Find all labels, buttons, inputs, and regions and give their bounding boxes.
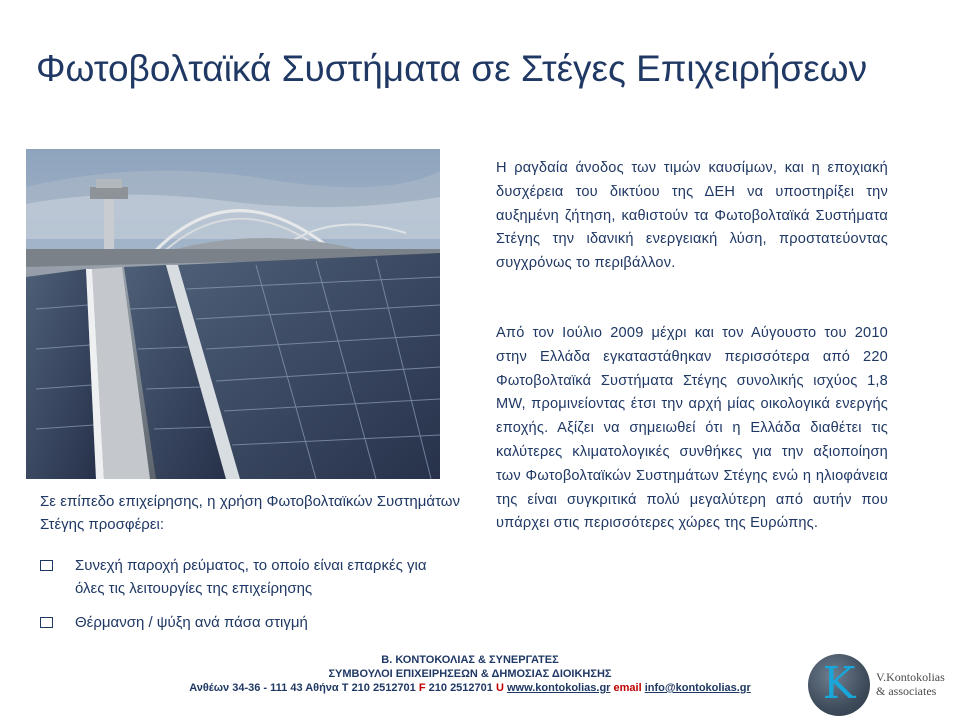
footer-tel-label: T [341, 682, 349, 694]
benefit-list-item [40, 611, 460, 634]
slide-title: Φωτοβολταϊκά Συστήματα σε Στέγες Επιχειρήσεων [36, 48, 868, 89]
footer-tagline: ΣΥΜΒΟΥΛΟΙ ΕΠΙΧΕΙΡΗΣΕΩΝ & ΔΗΜΟΣΙΑΣ ΔΙΟΙΚΗΣΗΣ [328, 668, 612, 680]
footer-address: Ανθέων 34-36 - 111 43 Αθήνα [189, 682, 339, 694]
paragraph-greece-installations: Από τον Ιούλιο 2009 μέχρι και τον Αύγουστο του 2010 στην Ελλάδα εγκαταστάθηκαν περισσότερα από 220 Φωτοβολταϊκά Συστήματα Στέγης συνολικής ισχύος 1,8 MW, προμινείοντας έτσι την αρχή μίας οικολογικά ενεργής εποχής. Αξίζει να σημειωθεί ότι η Ελλάδα διαθέτει τις καλύτερες κλιματολογικές συνθήκες για την αξιοποίηση των Φωτοβολταϊκών Συστημάτων Στέγης ενώ η ηλιοφάνεια της είναι συγκριτικά πολύ μεγαλύτερη από αυτήν που υπάρχει στις περισσότερες χώρες της Ευρώπης. [496, 325, 888, 532]
logo-subtitle: & associates [876, 684, 937, 698]
photo-airport-roof-solar-panels [26, 149, 440, 479]
logo-name: V.Kontokolias [876, 670, 945, 684]
footer-fax-label: F [418, 682, 426, 694]
footer-contact [160, 654, 780, 694]
benefit-text: Συνεχή παροχή ρεύματος, το οποίο είναι επαρκές για όλες τις λειτουργίες της επιχείρησης [75, 557, 427, 597]
footer-tel: 210 2512701 [351, 682, 416, 694]
benefits-intro: Σε επίπεδο επιχείρησης, η χρήση Φωτοβολταϊκών Συστημάτων Στέγης προσφέρει: [40, 493, 460, 533]
footer-fax: 210 2512701 [428, 682, 493, 694]
checkbox-bullet-icon [40, 560, 53, 571]
paragraph-fuel-prices: Η ραγδαία άνοδος των τιμών καυσίμων, και η εποχιακή δυσχέρεια του δικτύου της ΔΕΗ να υποστηρίξει την αυξημένη ζήτηση, καθιστούν τα Φωτοβολταϊκά Συστήματα Στέγης την ιδανική ενεργειακή λύση, προστατεύοντας συγχρόνως το περιβάλλον. [496, 160, 888, 272]
logo-letter: K [822, 658, 856, 709]
footer-url-label: U [495, 682, 504, 694]
footer-contact-line [160, 682, 780, 694]
footer-email-link[interactable]: info@kontokolias.gr [644, 682, 751, 694]
footer-email-label: email [613, 682, 642, 694]
checkbox-bullet-icon [40, 617, 53, 628]
company-logo [806, 652, 946, 718]
benefit-list-item [40, 554, 460, 600]
benefit-text: Θέρμανση / ψύξη ανά πάσα στιγμή [75, 614, 308, 631]
footer-company-name: Β. ΚΟΝΤΟΚΟΛΙΑΣ & ΣΥΝΕΡΓΑΤΕΣ [381, 654, 559, 666]
footer-website-link[interactable]: www.kontokolias.gr [506, 682, 611, 694]
